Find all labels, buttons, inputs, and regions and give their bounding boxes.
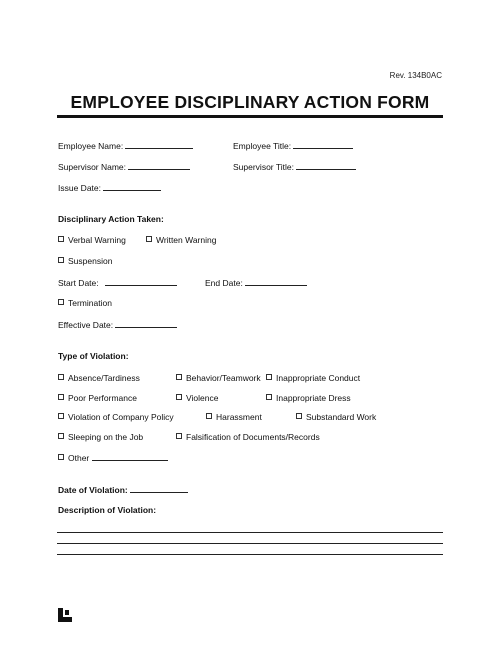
checkbox-icon[interactable] — [58, 394, 64, 400]
description-line[interactable] — [57, 532, 443, 533]
effective-date-label: Effective Date: — [58, 320, 114, 330]
employee-name-blank[interactable] — [125, 140, 193, 149]
supervisor-name-label: Supervisor Name: — [58, 162, 127, 172]
end-date-label: End Date: — [205, 278, 243, 288]
issue-date-blank[interactable] — [103, 182, 161, 191]
checkbox-icon[interactable] — [176, 394, 182, 400]
other-blank[interactable] — [92, 452, 168, 461]
inappropriate-dress-option[interactable]: Inappropriate Dress — [266, 393, 351, 403]
checkbox-icon[interactable] — [296, 413, 302, 419]
suspension-option[interactable]: Suspension — [58, 256, 112, 266]
issue-date-label: Issue Date: — [58, 183, 101, 193]
effective-date-field[interactable] — [58, 319, 177, 330]
description-line[interactable] — [57, 554, 443, 555]
checkbox-icon[interactable] — [58, 454, 64, 460]
supervisor-name-blank[interactable] — [128, 161, 190, 170]
employee-title-field[interactable] — [233, 140, 353, 151]
issue-date-field[interactable] — [58, 182, 161, 193]
brand-logo-icon — [58, 608, 72, 622]
violence-option[interactable]: Violence — [176, 393, 218, 403]
checkbox-icon[interactable] — [58, 374, 64, 380]
checkbox-icon[interactable] — [58, 413, 64, 419]
checkbox-icon[interactable] — [58, 299, 64, 305]
effective-date-blank[interactable] — [115, 319, 177, 328]
termination-option[interactable]: Termination — [58, 298, 112, 308]
checkbox-icon[interactable] — [146, 236, 152, 242]
written-warning-option[interactable]: Written Warning — [146, 235, 216, 245]
checkbox-icon[interactable] — [266, 394, 272, 400]
substandard-work-option[interactable]: Substandard Work — [296, 412, 376, 422]
checkbox-icon[interactable] — [58, 236, 64, 242]
start-date-field[interactable] — [58, 277, 177, 288]
sleeping-option[interactable]: Sleeping on the Job — [58, 432, 143, 442]
other-option[interactable]: Other — [58, 452, 168, 463]
form-title: EMPLOYEE DISCIPLINARY ACTION FORM — [70, 92, 430, 112]
supervisor-title-label: Supervisor Title: — [233, 162, 294, 172]
revision-code: Rev. 134B0AC — [389, 71, 442, 80]
date-of-violation-blank[interactable] — [130, 484, 188, 493]
description-heading: Description of Violation: — [58, 505, 157, 515]
checkbox-icon[interactable] — [58, 433, 64, 439]
action-heading: Disciplinary Action Taken: — [58, 214, 164, 224]
employee-name-label: Employee Name: — [58, 141, 124, 151]
checkbox-icon[interactable] — [58, 257, 64, 263]
absence-option[interactable]: Absence/Tardiness — [58, 373, 140, 383]
checkbox-icon[interactable] — [266, 374, 272, 380]
start-date-label: Start Date: — [58, 278, 99, 288]
employee-title-label: Employee Title: — [233, 141, 292, 151]
verbal-warning-option[interactable]: Verbal Warning — [58, 235, 126, 245]
poor-performance-option[interactable]: Poor Performance — [58, 393, 137, 403]
company-policy-option[interactable]: Violation of Company Policy — [58, 412, 174, 422]
title-rule — [57, 115, 443, 118]
checkbox-icon[interactable] — [206, 413, 212, 419]
falsification-option[interactable]: Falsification of Documents/Records — [176, 432, 320, 442]
end-date-blank[interactable] — [245, 277, 307, 286]
supervisor-name-field[interactable] — [58, 161, 190, 172]
start-date-blank[interactable] — [105, 277, 177, 286]
employee-title-blank[interactable] — [293, 140, 353, 149]
inappropriate-conduct-option[interactable]: Inappropriate Conduct — [266, 373, 360, 383]
description-line[interactable] — [57, 543, 443, 544]
checkbox-icon[interactable] — [176, 433, 182, 439]
violation-heading: Type of Violation: — [58, 351, 129, 361]
date-of-violation-field[interactable] — [58, 484, 188, 495]
harassment-option[interactable]: Harassment — [206, 412, 262, 422]
employee-name-field[interactable] — [58, 140, 193, 151]
checkbox-icon[interactable] — [176, 374, 182, 380]
supervisor-title-blank[interactable] — [296, 161, 356, 170]
date-of-violation-label: Date of Violation: — [58, 485, 128, 495]
end-date-field[interactable] — [205, 277, 307, 288]
supervisor-title-field[interactable] — [233, 161, 356, 172]
behavior-option[interactable]: Behavior/Teamwork — [176, 373, 261, 383]
